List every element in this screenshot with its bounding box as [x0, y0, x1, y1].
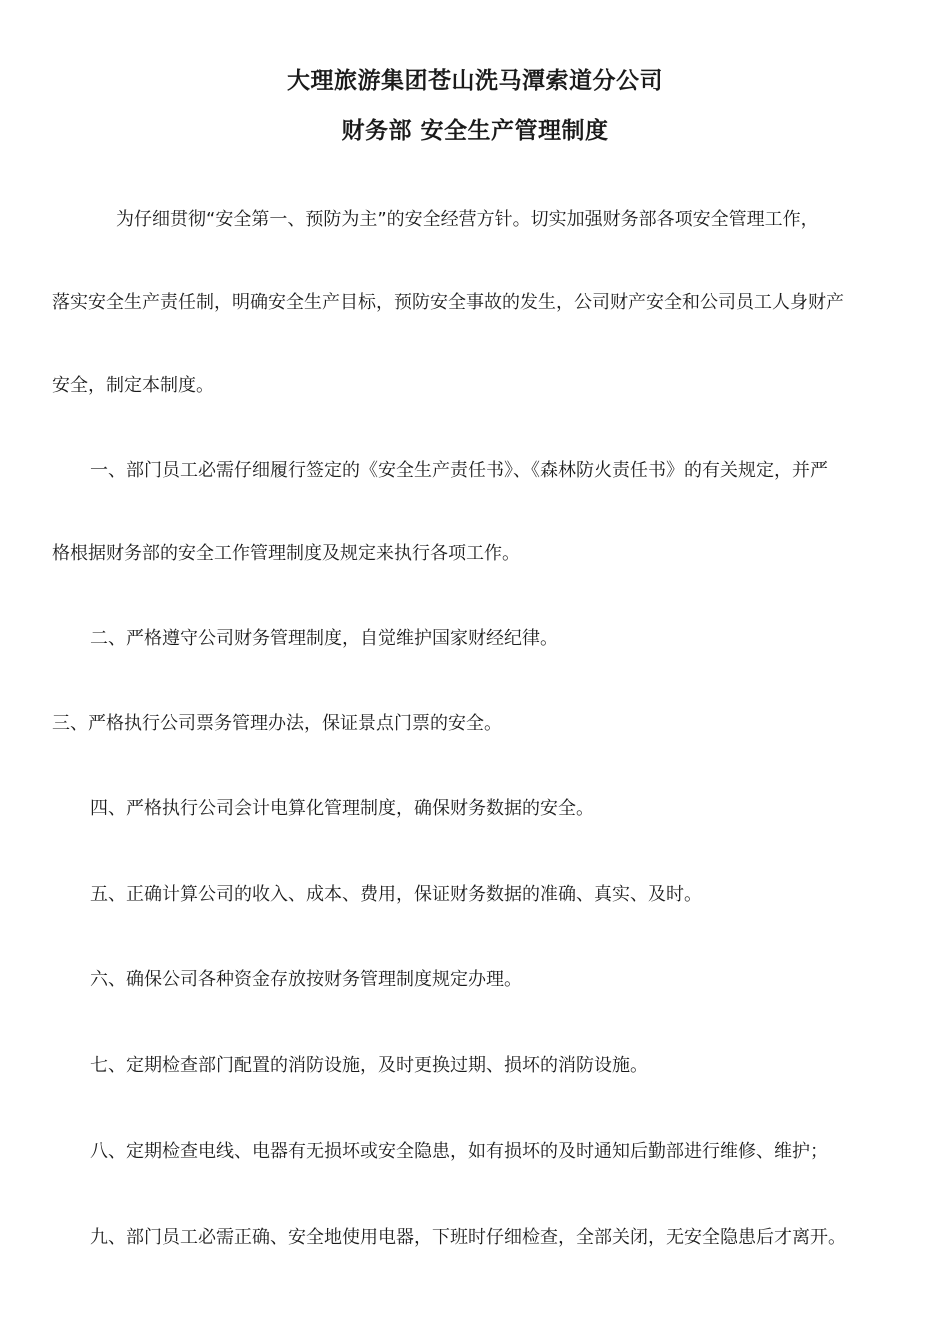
- clause-2: 二、严格遵守公司财务管理制度，自觉维护国家财经纪律。: [90, 628, 558, 649]
- clause-6: 六、确保公司各种资金存放按财务管理制度规定办理。: [90, 969, 522, 990]
- clause-9: 九、部门员工必需正确、安全地使用电器，下班时仔细检查，全部关闭，无安全隐患后才离开。: [90, 1227, 846, 1248]
- clause-7: 七、定期检查部门配置的消防设施，及时更换过期、损坏的消防设施。: [90, 1055, 648, 1076]
- clause-1-line-1: 一、部门员工必需仔细履行签定的《安全生产责任书》、《森林防火责任书》的有关规定，并严: [90, 460, 828, 481]
- intro-line-1: 为仔细贯彻“安全第一、预防为主”的安全经营方针。切实加强财务部各项安全管理工作，: [116, 209, 819, 230]
- clause-3: 三、严格执行公司票务管理办法，保证景点门票的安全。: [52, 713, 502, 734]
- clause-8: 八、定期检查电线、电器有无损坏或安全隐患，如有损坏的及时通知后勤部进行维修、维护；: [90, 1141, 828, 1162]
- intro-line-2: 落实安全生产责任制，明确安全生产目标，预防安全事故的发生，公司财产安全和公司员工人身财产: [52, 292, 844, 313]
- clause-4: 四、严格执行公司会计电算化管理制度，确保财务数据的安全。: [90, 798, 594, 819]
- clause-1-line-2: 格根据财务部的安全工作管理制度及规定来执行各项工作。: [52, 543, 520, 564]
- clause-5: 五、正确计算公司的收入、成本、费用，保证财务数据的准确、真实、及时。: [90, 884, 702, 905]
- intro-line-3: 安全，制定本制度。: [52, 375, 214, 396]
- document-title-line-2: 财务部 安全生产管理制度: [341, 118, 609, 144]
- document-title-line-1: 大理旅游集团苍山洗马潭索道分公司: [287, 68, 663, 94]
